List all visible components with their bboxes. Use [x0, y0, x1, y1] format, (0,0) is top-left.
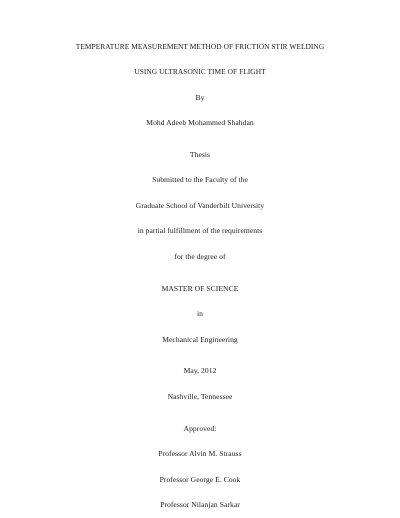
submission-line-3: in partial fulfillment of the requirements	[137, 226, 263, 235]
submission-line-4: for the degree of	[174, 252, 226, 261]
submission-line-1: Submitted to the Faculty of the	[152, 175, 248, 184]
submission-line-2: Graduate School of Vanderbilt University	[135, 201, 265, 210]
degree-name: MASTER OF SCIENCE	[161, 284, 239, 293]
approver-professor: Professor George E. Cook	[159, 475, 241, 484]
approved-label: Approved:	[183, 424, 217, 433]
approver-professor: Professor Alvin M. Strauss	[158, 449, 242, 458]
field-of-study: Mechanical Engineering	[162, 335, 238, 344]
in-label: in	[196, 309, 203, 318]
thesis-title-line-1: TEMPERATURE MEASUREMENT METHOD OF FRICTION STIR WELDING	[75, 42, 325, 51]
approver-professor: Professor Nilanjan Sarkar	[160, 500, 240, 509]
submission-location: Nashville, Tennessee	[167, 392, 233, 401]
submission-date: May, 2012	[183, 366, 217, 375]
thesis-title-line-2: USING ULTRASONIC TIME OF FLIGHT	[134, 67, 266, 76]
by-label: By	[195, 93, 205, 102]
document-type: Thesis	[189, 150, 211, 159]
author-name: Mohd Adeeb Mohammed Shahdan	[146, 118, 254, 127]
